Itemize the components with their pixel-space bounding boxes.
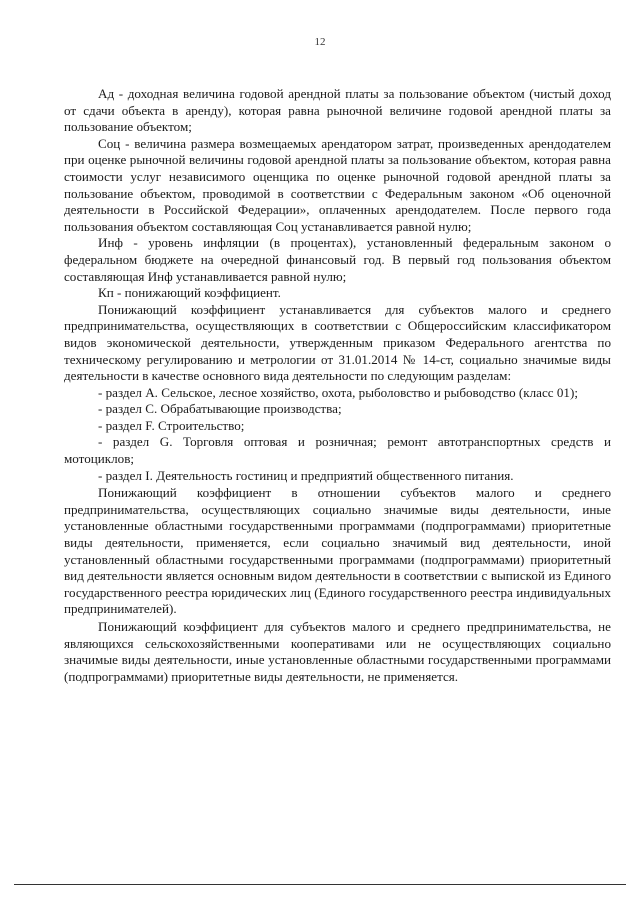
list-item-section-c: - раздел С. Обрабатывающие производства; bbox=[98, 401, 342, 417]
list-item-section-i: - раздел I. Деятельность гостиниц и предприятий общественного питания. bbox=[98, 467, 514, 483]
paragraph-other-priority-activities: Понижающий коэффициент в отношении субъектов малого и среднего предпринимательства, осуществляющих социально значимые виды деятельности, иные установленные областными государственными программами (подпрограммами) приоритетные виды деятельности, применяется, если социально значимый вид деятельности, иной установленный областными государственными программами (подпрограммами) приоритетный вид деятельности является основным видом деятельности в соответствии с выпиской из Единого государственного реестра юридических лиц (Единого государственного реестра индивидуальных предпринимателей). bbox=[64, 485, 611, 617]
paragraph-coefficient-not-applied: Понижающий коэффициент для субъектов малого и среднего предпринимательства, не являющихся сельскохозяйственными кооперативами или не осуществляющих социально значимые виды деятельности, иные установленные областными государственными программами (подпрограммами) приоритетные виды деятельности, не применяется. bbox=[64, 619, 611, 684]
paragraph-kp-definition: Кп - понижающий коэффициент. bbox=[98, 285, 281, 301]
list-item-section-g: - раздел G. Торговля оптовая и розничная; ремонт автотранспортных средств и мотоциклов; bbox=[64, 434, 611, 467]
paragraph-coefficient-applicability: Понижающий коэффициент устанавливается для субъектов малого и среднего предпринимательства, осуществляющих в соответствии с Общероссийским классификатором видов экономической деятельности, утвержденным приказом Федерального агентства по техническому регулированию и метрологии от 31.01.2014 № 14-ст, социально значимые виды деятельности в качестве основного вида деятельности по следующим разделам: bbox=[64, 301, 611, 384]
list-item-section-a: - раздел А. Сельское, лесное хозяйство, охота, рыболовство и рыбоводство (класс 01); bbox=[98, 384, 578, 400]
paragraph-inf-definition: Инф - уровень инфляции (в процентах), установленный федеральным законом о федеральном бюджете на очередной финансовый год. В первый год пользования объектом составляющая Инф устанавливается равной нулю; bbox=[64, 235, 611, 284]
paragraph-ad-definition: Ад - доходная величина годовой арендной платы за пользование объектом (чистый доход от сдачи объекта в аренду), которая равна рыночной величине годовой арендной платы за пользование объектом; bbox=[64, 86, 611, 135]
bottom-divider bbox=[14, 884, 626, 885]
list-item-section-f: - раздел F. Строительство; bbox=[98, 417, 245, 433]
paragraph-soc-definition: Соц - величина размера возмещаемых арендатором затрат, произведенных арендодателем при оценке рыночной величины годовой арендной платы за пользование объектом, которая равна стоимости услуг независимого оценщика по оценке рыночной годовой арендной платы за пользование объектом, проводимой в соответствии с Федеральным законом «Об оценочной деятельности в Российской Федерации», оплаченных арендодателем. После первого года пользования объектом составляющая Соц устанавливается равной нулю; bbox=[64, 135, 611, 234]
page-number: 12 bbox=[314, 36, 326, 48]
document-body bbox=[64, 86, 611, 685]
